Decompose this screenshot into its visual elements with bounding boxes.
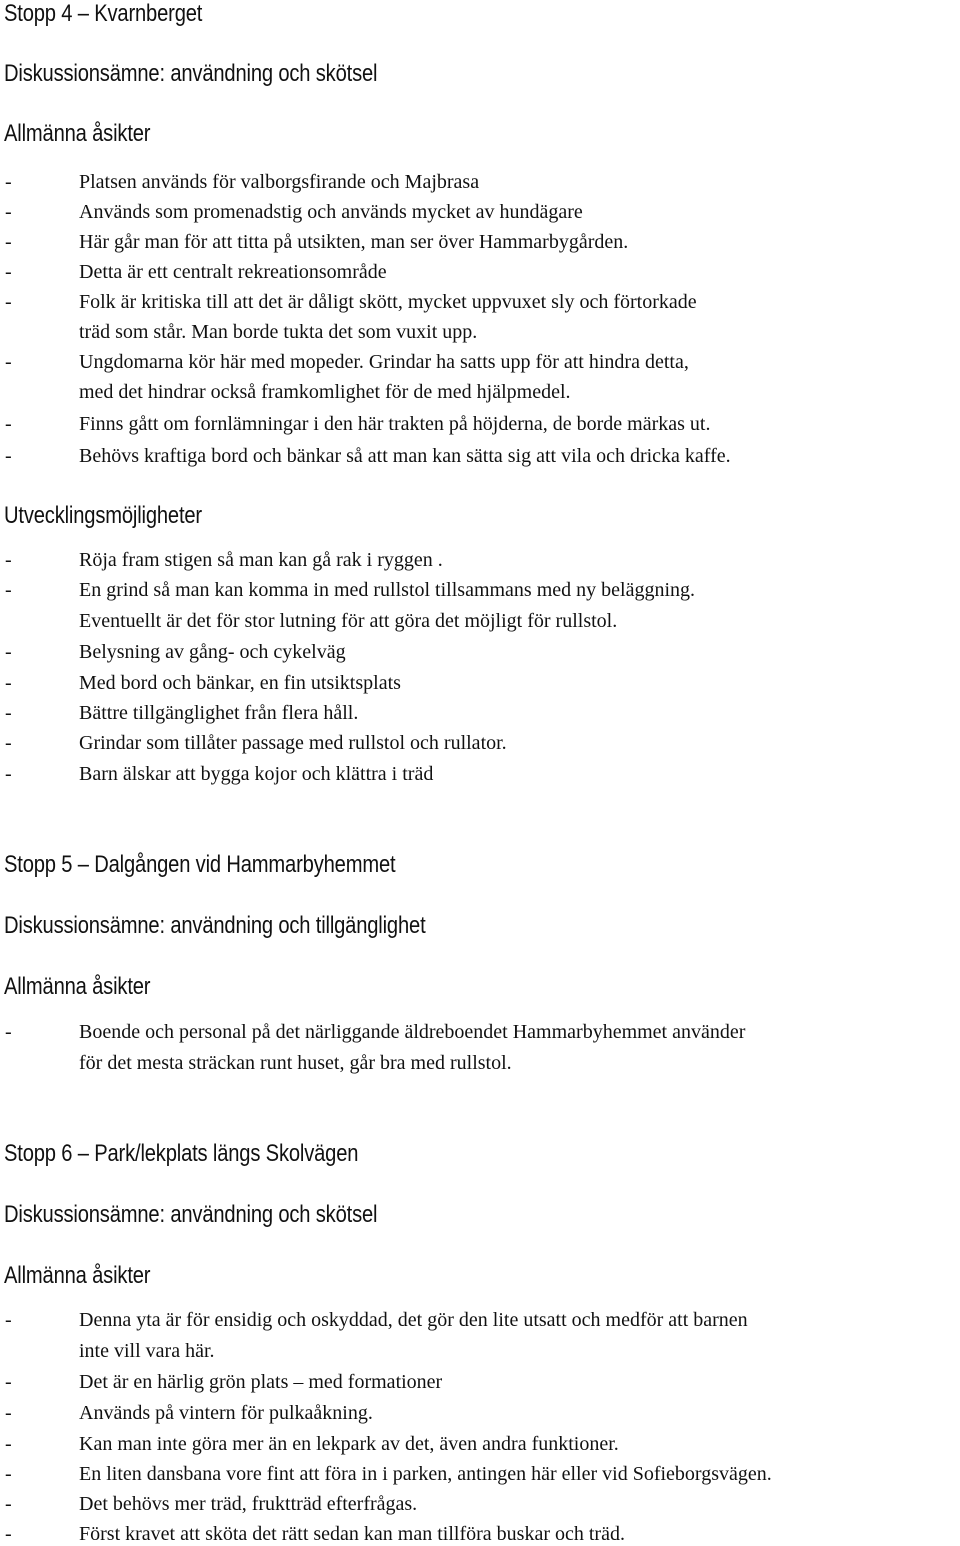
bullet-dash: - [5,1402,12,1424]
list-item-continuation: träd som står. Man borde tukta det som vuxit upp. [79,321,478,343]
list-item-continuation: för det mesta sträckan runt huset, går bra med rullstol. [79,1052,512,1074]
list-item: Denna yta är för ensidig och oskyddad, det gör den lite utsatt och medför att barnen [79,1309,748,1331]
list-item: Platsen används för valborgsfirande och Majbrasa [79,171,480,193]
bullet-dash: - [5,1309,12,1331]
bullet-dash: - [5,1021,12,1043]
list-item: Används på vintern för pulkaåkning. [79,1402,373,1424]
bullet-dash: - [5,445,12,467]
discussion-topic: Diskussionsämne: användning och skötsel [4,60,378,87]
bullet-dash: - [5,1433,12,1455]
list-item: En grind så man kan komma in med rullstol tillsammans med ny beläggning. [79,579,696,601]
bullet-dash: - [5,413,12,435]
bullet-dash: - [5,732,12,754]
list-item: En liten dansbana vore fint att föra in i parken, antingen här eller vid Sofieborgsvägen. [79,1463,772,1485]
bullet-dash: - [5,579,12,601]
bullet-dash: - [5,702,12,724]
list-item-continuation: med det hindrar också framkomlighet för de med hjälpmedel. [79,381,571,403]
section-title: Stopp 6 – Park/lekplats längs Skolvägen [4,1140,359,1167]
bullet-dash: - [5,171,12,193]
list-item: Behövs kraftiga bord och bänkar så att man kan sätta sig att vila och dricka kaffe. [79,445,731,467]
bullet-dash: - [5,1463,12,1485]
bullet-dash: - [5,201,12,223]
bullet-dash: - [5,549,12,571]
list-item: Det är en härlig grön plats – med formationer [79,1371,443,1393]
bullet-dash: - [5,351,12,373]
general-views-heading: Allmänna åsikter [4,973,151,1000]
list-item: Belysning av gång- och cykelväg [79,641,346,663]
development-heading: Utvecklingsmöjligheter [4,502,202,529]
list-item: Först kravet att sköta det rätt sedan kan man tillföra buskar och träd. [79,1523,625,1545]
list-item: Finns gått om fornlämningar i den här trakten på höjderna, de borde märkas ut. [79,413,711,435]
list-item-continuation: Eventuellt är det för stor lutning för att göra det möjligt för rullstol. [79,610,618,632]
bullet-dash: - [5,231,12,253]
section-title: Stopp 5 – Dalgången vid Hammarbyhemmet [4,851,396,878]
list-item: Röja fram stigen så man kan gå rak i ryggen . [79,549,443,571]
list-item: Används som promenadstig och används mycket av hundägare [79,201,583,223]
general-views-heading: Allmänna åsikter [4,120,151,147]
bullet-dash: - [5,763,12,785]
list-item: Det behövs mer träd, fruktträd efterfrågas. [79,1493,418,1515]
bullet-dash: - [5,1493,12,1515]
list-item: Bättre tillgänglighet från flera håll. [79,702,359,724]
list-item: Grindar som tillåter passage med rullstol och rullator. [79,732,507,754]
general-views-heading: Allmänna åsikter [4,1262,151,1289]
bullet-dash: - [5,291,12,313]
list-item-continuation: inte vill vara här. [79,1340,215,1362]
list-item: Kan man inte göra mer än en lekpark av det, även andra funktioner. [79,1433,619,1455]
list-item: Med bord och bänkar, en fin utsiktsplats [79,672,401,694]
list-item: Boende och personal på det närliggande äldreboendet Hammarbyhemmet använder [79,1021,746,1043]
list-item: Här går man för att titta på utsikten, man ser över Hammarbygården. [79,231,629,253]
bullet-dash: - [5,1371,12,1393]
bullet-dash: - [5,672,12,694]
bullet-dash: - [5,261,12,283]
discussion-topic: Diskussionsämne: användning och tillgänglighet [4,912,426,939]
list-item: Folk är kritiska till att det är dåligt skött, mycket uppvuxet sly och förtorkade [79,291,697,313]
bullet-dash: - [5,641,12,663]
list-item: Detta är ett centralt rekreationsområde [79,261,387,283]
list-item: Ungdomarna kör här med mopeder. Grindar ha satts upp för att hindra detta, [79,351,689,373]
list-item: Barn älskar att bygga kojor och klättra i träd [79,763,434,785]
section-title: Stopp 4 – Kvarnberget [4,0,203,27]
discussion-topic: Diskussionsämne: användning och skötsel [4,1201,378,1228]
bullet-dash: - [5,1523,12,1545]
